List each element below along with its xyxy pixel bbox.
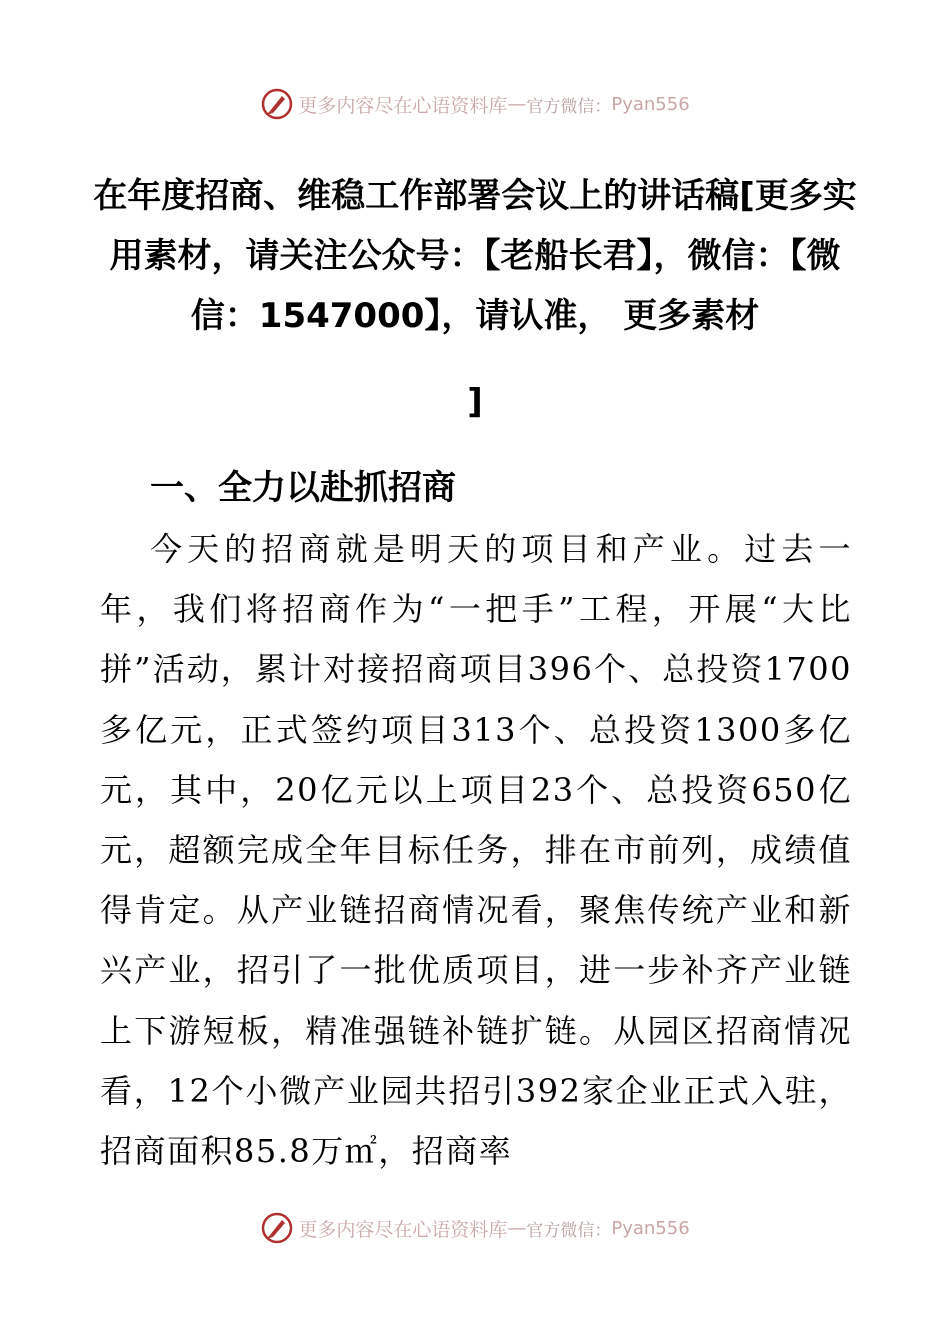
watermark-sub-text: 官方微信： <box>526 96 612 117</box>
watermark-main-text: 更多内容尽在心语资料库 <box>298 1218 508 1241</box>
pen-logo-icon <box>260 87 294 121</box>
watermark-dash: — <box>507 93 527 115</box>
document-title: 在年度招商、维稳工作部署会议上的讲话稿[更多实用素材，请关注公众号：【老船长君】，微信：【微信：1547000】，请认准， 更多素材 <box>93 176 857 336</box>
section-heading: 一、全力以赴抓招商 <box>150 468 456 508</box>
watermark-main-text: 更多内容尽在心语资料库 <box>298 94 508 117</box>
body-paragraph: 今天的招商就是明天的项目和产业。过去一年，我们将招商作为“一把手”工程，开展“大比拼”活动，累计对接招商项目396个、总投资1700多亿元，正式签约项目313个、总投资1300多亿元，其中，20亿元以上项目23个、总投资650亿元，超额完成全年目标任务，排在市前列，成绩值得肯定。从产业链招商情况看，聚焦传统产业和新兴产业，招引了一批优质项目，进一步补齐产业链上下游短板，精准强链补链扩链。从园区招商情况看，12个小微产业园共招引392家企业正式入驻，招商面积85.8万㎡，招商率 <box>100 530 852 1171</box>
watermark-footer <box>0 1208 950 1248</box>
pen-logo-icon <box>260 1211 294 1245</box>
watermark-dash: — <box>507 1217 527 1239</box>
watermark-sub-text: 官方微信： <box>526 1220 612 1241</box>
document-title-close: ] <box>467 382 483 422</box>
watermark-id: Pyan556 <box>611 1217 690 1239</box>
watermark-header <box>0 84 950 124</box>
watermark-id: Pyan556 <box>611 93 690 115</box>
